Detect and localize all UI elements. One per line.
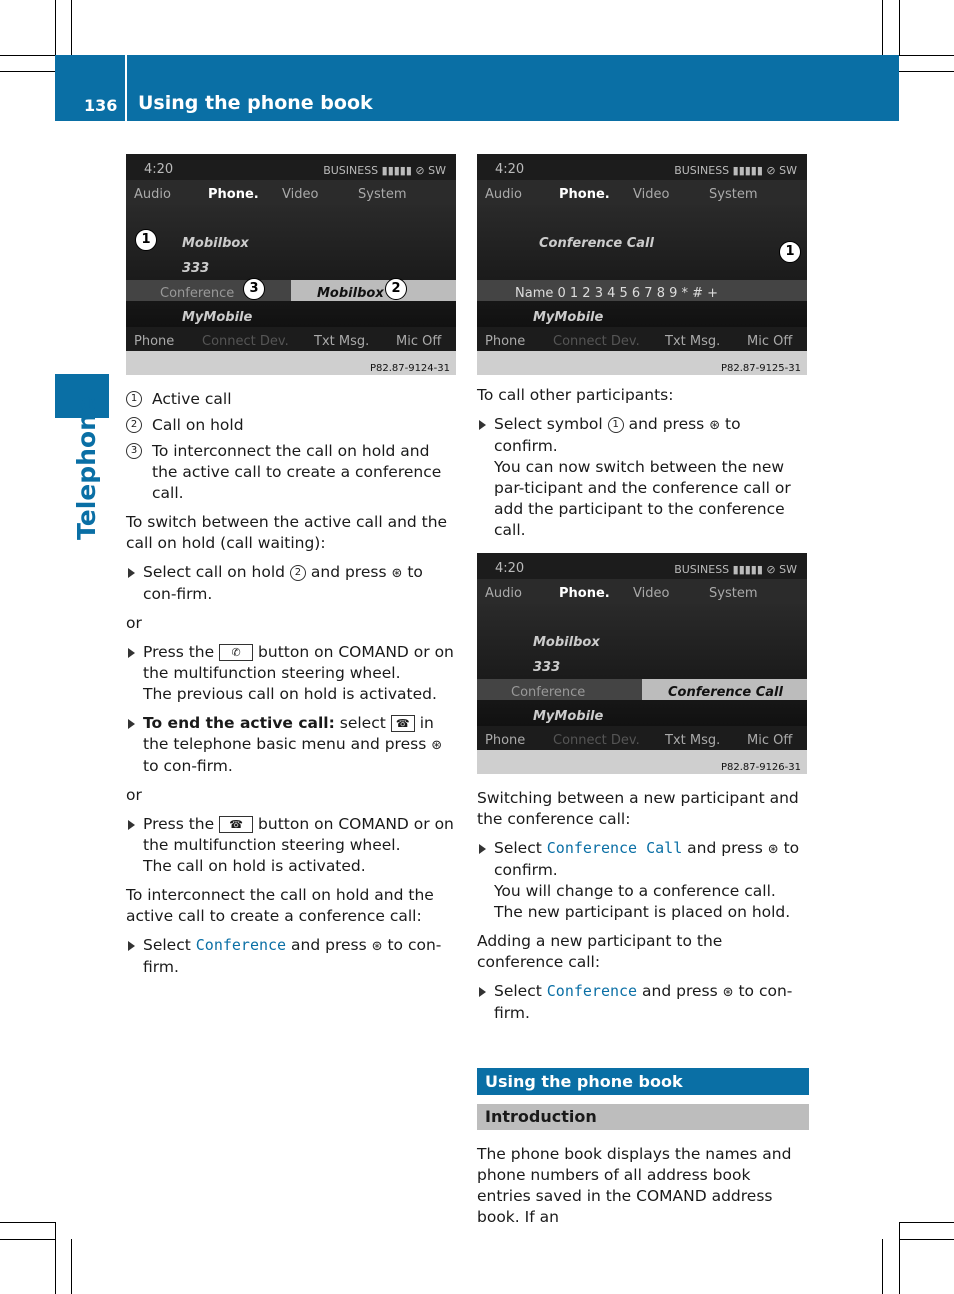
- menu-system: System: [358, 187, 407, 202]
- step: Select call on hold 2 and press ⊛ to con-firm.: [126, 562, 458, 605]
- legend-item: 1 Active call: [126, 389, 458, 410]
- crop-mark: [55, 0, 56, 55]
- paragraph: To interconnect the call on hold and the active call to create a conference call:: [126, 886, 434, 925]
- crop-mark: [882, 0, 883, 55]
- row-name-keypad: Name 0 1 2 3 4 5 6 7 8 9 * # +: [477, 280, 807, 301]
- step: Select Conference Call and press ⊛ to confirm. You will change to a conference call. The new participant is placed on hold.: [477, 838, 809, 923]
- crop-mark: [0, 71, 55, 72]
- bottom-menu: Phone Connect Dev. Txt Msg. Mic Off: [477, 327, 807, 351]
- controller-knob-icon: ⊛: [767, 842, 779, 857]
- controller-knob-icon: ⊛: [391, 566, 403, 581]
- image-code: P82.87-9124-31: [126, 351, 456, 375]
- right-column: [477, 154, 809, 1236]
- header-separator: [125, 55, 127, 121]
- step: Press the ✆ button on COMAND or on the multifunction steering wheel. The previous call on hold is activated.: [126, 642, 458, 705]
- paragraph: The phone book displays the names and phone numbers of all address book entries saved in the COMAND address book. If an: [477, 1145, 792, 1226]
- row-mymobile: MyMobile: [533, 310, 604, 325]
- crop-mark: [71, 1239, 72, 1294]
- step: Select Conference and press ⊛ to con-firm.: [477, 981, 809, 1024]
- phone-end-icon: ☎: [391, 715, 415, 732]
- phone-accept-icon: ✆: [219, 644, 253, 661]
- crop-mark: [0, 1222, 55, 1223]
- status-time: 4:20: [144, 162, 174, 177]
- bottom-menu: Phone Connect Dev. Txt Msg. Mic Off: [126, 327, 456, 351]
- paragraph: Switching between a new participant and the conference call:: [477, 789, 799, 828]
- page-title: Using the phone book: [138, 92, 373, 114]
- crop-mark: [899, 1239, 954, 1240]
- status-bar: 4:20 BUSINESS ▮▮▮▮▮ ⊘ SW: [477, 154, 807, 180]
- crop-mark: [0, 1239, 55, 1240]
- row-mymobile: MyMobile: [182, 310, 253, 325]
- callout-2: 2: [385, 278, 407, 300]
- screenshot-2: [477, 154, 807, 375]
- row-active-call: Mobilbox: [182, 236, 249, 251]
- crop-mark: [55, 1222, 56, 1294]
- crop-mark: [71, 0, 72, 55]
- left-column: [126, 154, 458, 986]
- phone-end-icon: ☎: [219, 816, 253, 833]
- row-number: 333: [533, 660, 561, 675]
- row-hold-highlight: Mobilbox: [291, 280, 456, 301]
- paragraph: Adding a new participant to the conference call:: [477, 932, 723, 971]
- menu-video: Video: [282, 187, 319, 202]
- row-conference: Conference: [477, 679, 807, 700]
- row-number: 333: [182, 261, 210, 276]
- crop-mark: [899, 1222, 900, 1294]
- crop-mark: [899, 71, 954, 72]
- step: Select symbol 1 and press ⊛ to confirm. You can now switch between the new par-ticipant and the conference call or add the participant to the conference call.: [477, 414, 809, 541]
- step: To end the active call: select ☎ in the telephone basic menu and press ⊛ to con-firm.: [126, 713, 458, 777]
- step: Press the ☎ button on COMAND or on the multifunction steering wheel. The call on hold is activated.: [126, 814, 458, 877]
- callout-1: 1: [779, 241, 801, 263]
- status-bar: 4:20 BUSINESS ▮▮▮▮▮ ⊘ SW: [477, 553, 807, 579]
- crop-mark: [899, 1222, 954, 1223]
- main-menu: Audio Phone. Video System: [477, 579, 807, 604]
- crop-mark: [882, 1239, 883, 1294]
- controller-knob-icon: ⊛: [722, 985, 734, 1000]
- row-conference-call: Conference Call: [539, 236, 654, 251]
- page-number: 136: [84, 96, 118, 115]
- status-carrier: BUSINESS ▮▮▮▮▮ ⊘ SW: [323, 164, 446, 177]
- legend-item: 3 To interconnect the call on hold and the active call to create a conference call.: [126, 441, 458, 504]
- step: Select Conference and press ⊛ to con-firm.: [126, 935, 458, 978]
- paragraph: To switch between the active call and the call on hold (call waiting):: [126, 513, 448, 552]
- callout-3: 3: [243, 278, 265, 300]
- screenshot-1: [126, 154, 456, 375]
- row-active-call: Mobilbox: [533, 635, 600, 650]
- controller-knob-icon: ⊛: [371, 939, 383, 954]
- subsection-heading: Introduction: [477, 1104, 809, 1130]
- section-heading: Using the phone book: [477, 1068, 809, 1095]
- controller-knob-icon: ⊛: [709, 418, 721, 433]
- main-menu: Audio Phone. Video System: [477, 180, 807, 205]
- crop-mark: [899, 0, 900, 55]
- callout-1: 1: [135, 229, 157, 251]
- bottom-menu: Phone Connect Dev. Txt Msg. Mic Off: [477, 726, 807, 750]
- image-code: P82.87-9126-31: [477, 750, 807, 774]
- paragraph: To call other participants:: [477, 386, 674, 404]
- main-menu: [126, 180, 456, 205]
- row-conference: Conference: [126, 280, 456, 301]
- row-mymobile: MyMobile: [533, 709, 604, 724]
- side-tab-label: Telephone: [72, 396, 101, 540]
- or-text: or: [126, 786, 142, 804]
- controller-knob-icon: ⊛: [431, 738, 443, 753]
- menu-audio: Audio: [134, 187, 171, 202]
- legend-item: 2 Call on hold: [126, 415, 458, 436]
- image-code: P82.87-9125-31: [477, 351, 807, 375]
- or-text: or: [126, 614, 142, 632]
- status-bar: [126, 154, 456, 180]
- row-conference-call-highlight: Conference Call: [642, 679, 807, 700]
- crop-mark: [0, 55, 55, 56]
- menu-phone: Phone.: [208, 187, 259, 202]
- screenshot-3: [477, 553, 807, 774]
- crop-mark: [899, 55, 954, 56]
